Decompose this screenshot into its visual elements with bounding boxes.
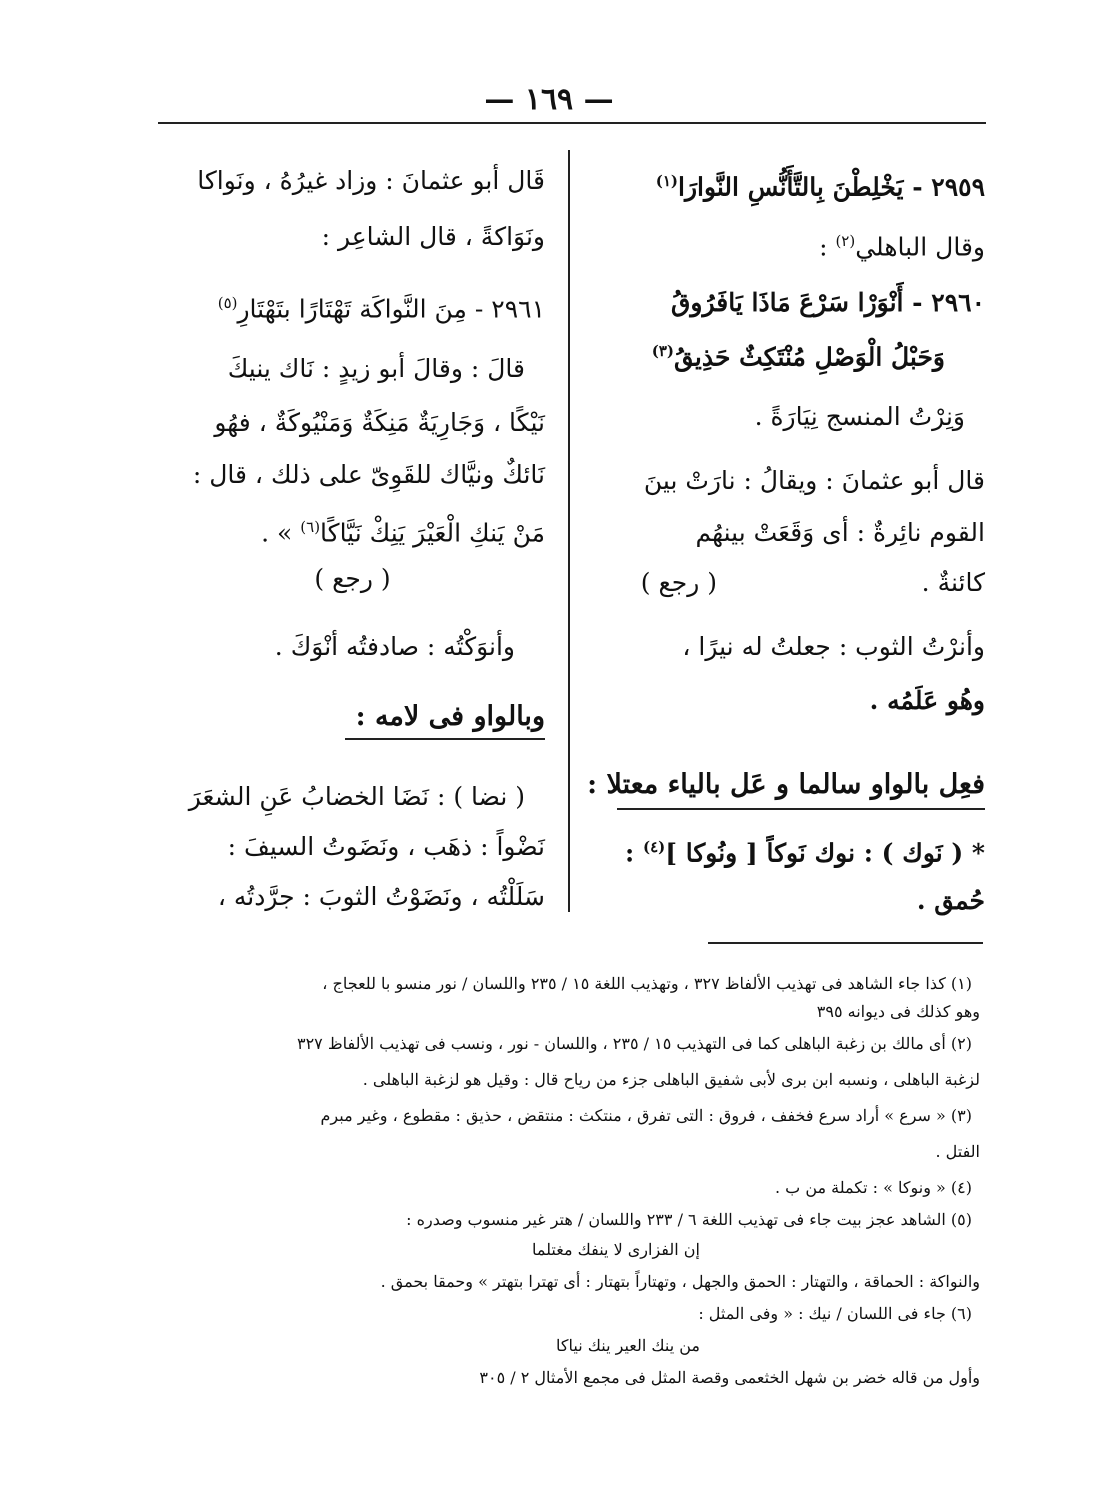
text-line: قالَ : وقالَ أبو زيدٍ : نَاك ينيكَ — [227, 354, 525, 383]
text-line: قَال أبو عثمانَ : وزاد غيرُهُ ، ونَواكا — [197, 166, 545, 195]
top-rule — [158, 122, 986, 124]
text-line: ونَوَاكةً ، قال الشاعِر : — [321, 222, 545, 251]
footnotes — [150, 960, 980, 1387]
left-column — [160, 140, 545, 920]
footnote-rule — [708, 942, 983, 944]
entry-nawk: * ( نَوك ) : نوك نَوكاً [ ونُوكا ]$^{(٤)}$ : — [625, 838, 985, 868]
text-line: مَنْ يَنكِ الْعَيْرَ يَنِكْ نَيَّاكًا$^{(٦)}$ » . — [261, 518, 545, 548]
footnote-line: (٣) « سرع » أراد سرع فخفف ، فروق : التى تفرق ، منتكث : منتقض ، حذيق : مقطوع ، وغير مبرم — [320, 1106, 972, 1125]
text-line: نَيْكًا ، وَجَارِيَةٌ مَنِكَةٌ وَمَنْيُوكَةٌ ، فهُو — [214, 408, 545, 437]
text-line: حُمق . — [916, 886, 985, 915]
verse-2960: ٢٩٦٠ - أَنْوَرْا سَرْعَ مَاذَا يَافَرُوقُ — [671, 288, 985, 317]
right-column — [587, 140, 985, 920]
footnote-line: (٤) « ونوكا » : تكملة من ب . — [775, 1178, 972, 1197]
rajaa-marker: ( رجع ) — [314, 564, 391, 593]
section-heading: فعِل بالواو سالما و عَل بالياء معتلا : — [587, 769, 985, 800]
rajaa-marker: ( رجع ) — [640, 568, 717, 597]
text-line: وأنرْتُ الثوب : جعلتُ له نيرًا ، — [682, 632, 985, 661]
text-line: سَلَلْتُه ، ونَضَوْتُ الثوبَ : جرَّدتُه ، — [217, 882, 545, 911]
heading-rule — [617, 808, 985, 810]
footnote-line: وهو كذلك فى ديوانه ٣٩٥ — [816, 1002, 980, 1021]
heading-rule — [345, 738, 545, 740]
footnote-line: والنواكة : الحماقة ، والتهتار : الحمق والجهل ، وتهتاراً بتهتار : أى تهترا بتهتر » وحمقا بحمق . — [380, 1272, 980, 1291]
text-line: وهُو عَلَمُه . — [869, 686, 985, 715]
attribution-line: وقال الباهلي$^{(٢)}$ : — [819, 232, 985, 262]
footnote-line: (٢) أى مالك بن زغبة الباهلى كما فى التهذيب ١٥ / ٢٣٥ ، واللسان - نور ، ونسب فى تهذيب الألفاظ ٣٢٧ — [296, 1034, 972, 1053]
footnote-verse: إن الفزارى لا ينفك مغتلما — [532, 1240, 700, 1259]
section-heading: وبالواو فى لامه : — [355, 701, 545, 732]
text-line: وَنِرْتُ المنسج نِيَارَةً . — [754, 402, 965, 431]
footnote-line: (٥) الشاهد عجز بيت جاء فى تهذيب اللغة ٦ / ٢٣٣ واللسان / هتر غير منسوب وصدره : — [406, 1210, 972, 1229]
text-line: وأنوَكْتُه : صادفتُه أنْوَكَ . — [274, 632, 515, 661]
footnote-line: (٦) جاء فى اللسان / نيك : « وفى المثل : — [698, 1304, 972, 1323]
verse-2961: ٢٩٦١ - مِنَ النَّواكَة تَهْتَارًا بتَهْتَارِ$^{(٥)}$ — [217, 294, 545, 324]
footnote-line: لزغبة الباهلى ، ونسبه ابن برى لأبى شفيق الباهلى جزء من رياح قال : وقيل هو لزغبة الباهلى . — [362, 1070, 980, 1089]
page-number: — ١٦٩ — — [484, 82, 614, 117]
footnote-line: (١) كذا جاء الشاهد فى تهذيب الألفاظ ٣٢٧ ، وتهذيب اللغة ١٥ / ٢٣٥ واللسان / نور منسو با للعجاج ، — [322, 974, 972, 993]
footnote-verse: من ينك العير ينك نياكا — [556, 1336, 700, 1355]
column-divider — [568, 150, 570, 912]
verse-2960-second: وَحَبْلُ الْوَصْلِ مُنْتَكِثٌ حَذِيقُ$^{(٣)}$ — [651, 342, 945, 372]
footnote-line: وأول من قاله خضر بن شهل الخثعمى وقصة المثل فى مجمع الأمثال ٢ / ٣٠٥ — [479, 1368, 980, 1387]
text-line: نَائكٌ ونيَّاك للقَوِىّ على ذلك ، قال : — [192, 460, 545, 489]
verse-2959: ٢٩٥٩ - يَخْلِطْنَ بِالتَّأَنُّسِ النَّوارَا$^{(١)}$ — [655, 172, 985, 202]
text-line: القوم نائِرةٌ : أى وَقَعَتْ بينهُم — [695, 518, 985, 547]
text-line: كائنةٌ . — [921, 568, 985, 597]
text-line: نَضْواً : ذهَب ، ونَضَوتُ السيفَ : — [227, 832, 545, 861]
text-line: قال أبو عثمانَ : ويقالُ : نارَتْ بينَ — [643, 466, 985, 495]
entry-nadaa: ( نضا ) : نَضَا الخضابُ عَنِ الشعَرَ — [188, 782, 525, 811]
footnote-line: الفتل . — [935, 1142, 980, 1161]
